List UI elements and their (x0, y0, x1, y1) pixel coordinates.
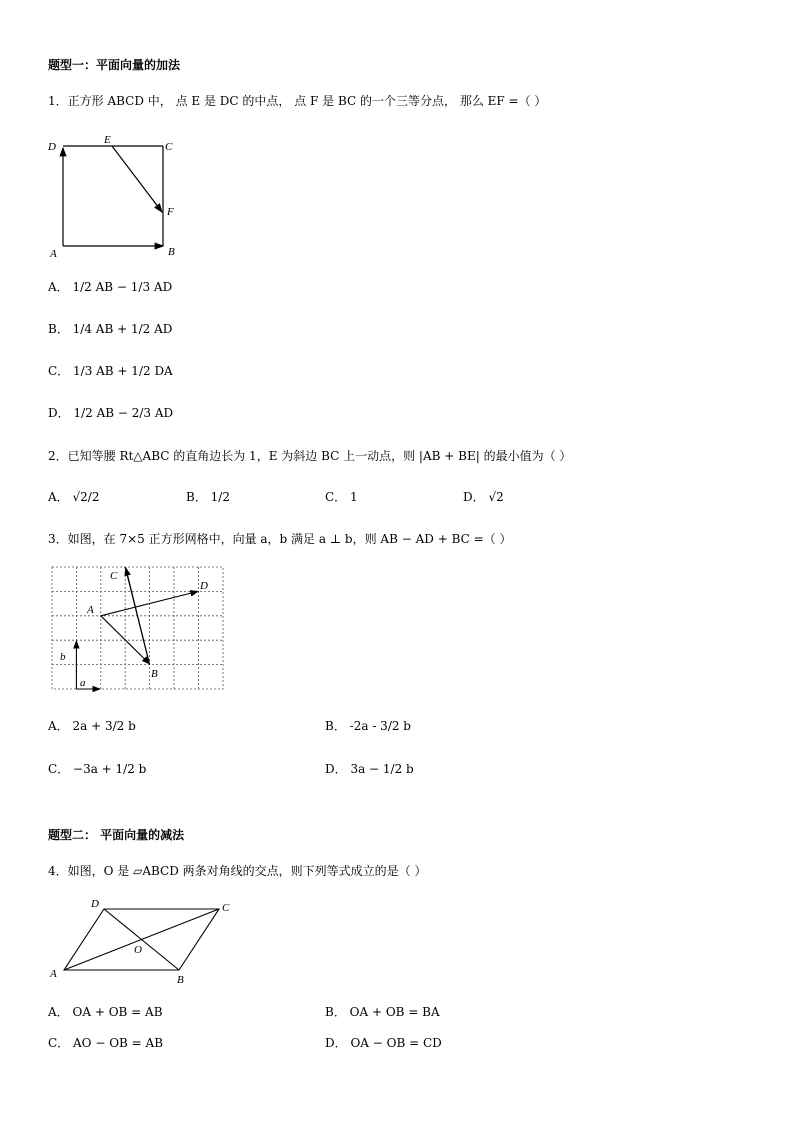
label-D: D (91, 898, 99, 910)
label-B: B (151, 668, 158, 680)
q1-square-figure (40, 130, 190, 265)
q3-option-b[interactable]: B． -2a - 3/2 b (325, 719, 411, 733)
label-F: F (167, 206, 174, 218)
section-heading-2: 题型二： 平面向量的减法 (48, 828, 185, 842)
q1-option-c[interactable]: C． 1/3 AB + 1/2 DA (48, 364, 173, 378)
label-D: D (200, 580, 208, 592)
section-heading: 题型一：平面向量的加法 (48, 58, 181, 72)
label-D: D (48, 141, 56, 153)
label-O: O (134, 944, 142, 956)
label-C: C (222, 902, 230, 914)
q3-option-c[interactable]: C． −3a + 1/2 b (48, 762, 147, 776)
question-3-text: 3．如图，在 7×5 正方形网格中，向量 a，b 满足 a ⊥ b，则 AB − AD + BC =（ ） (48, 532, 512, 546)
label-A: A (50, 968, 57, 980)
vector-EF (112, 146, 162, 212)
label-B: B (168, 246, 175, 258)
question-2-text: 2．已知等腰 Rt△ABC 的直角边长为 1，E 为斜边 BC 上一动点，则 |AB + BE| 的最小值为（ ） (48, 449, 572, 463)
label-B: B (177, 974, 184, 986)
question-1-text: 1．正方形 ABCD 中， 点 E 是 DC 的中点， 点 F 是 BC 的一个三等分点， 那么 EF =（ ） (48, 94, 547, 108)
q4-option-a[interactable]: A． OA + OB = AB (48, 1005, 163, 1019)
label-C: C (165, 141, 173, 153)
q3-grid-figure (48, 562, 228, 694)
q2-option-a[interactable]: A． √2/2 (48, 490, 100, 504)
label-b: b (60, 651, 66, 663)
q4-option-b[interactable]: B． OA + OB = BA (325, 1005, 440, 1019)
diagonal-BD (104, 909, 179, 970)
label-A: A (87, 604, 94, 616)
label-A: A (50, 248, 57, 260)
q3-option-d[interactable]: D． 3a − 1/2 b (325, 762, 414, 776)
q1-option-d[interactable]: D． 1/2 AB − 2/3 AD (48, 406, 174, 420)
q3-option-a[interactable]: A． 2a + 3/2 b (48, 719, 136, 733)
q2-option-b[interactable]: B． 1/2 (186, 490, 230, 504)
grid-lines (52, 567, 223, 689)
question-4-text: 4．如图，O 是 ▱ABCD 两条对角线的交点，则下列等式成立的是（ ） (48, 864, 427, 878)
q2-option-d[interactable]: D． √2 (463, 490, 504, 504)
q4-parallelogram-figure (44, 895, 244, 990)
label-E: E (104, 134, 111, 146)
q1-option-a[interactable]: A． 1/2 AB − 1/3 AD (48, 280, 173, 294)
q2-option-c[interactable]: C． 1 (325, 490, 358, 504)
q4-option-c[interactable]: C． AO − OB = AB (48, 1036, 164, 1050)
q4-option-d[interactable]: D． OA − OB = CD (325, 1036, 442, 1050)
q1-option-b[interactable]: B． 1/4 AB + 1/2 AD (48, 322, 173, 336)
label-a: a (80, 677, 86, 689)
label-C: C (110, 570, 118, 582)
